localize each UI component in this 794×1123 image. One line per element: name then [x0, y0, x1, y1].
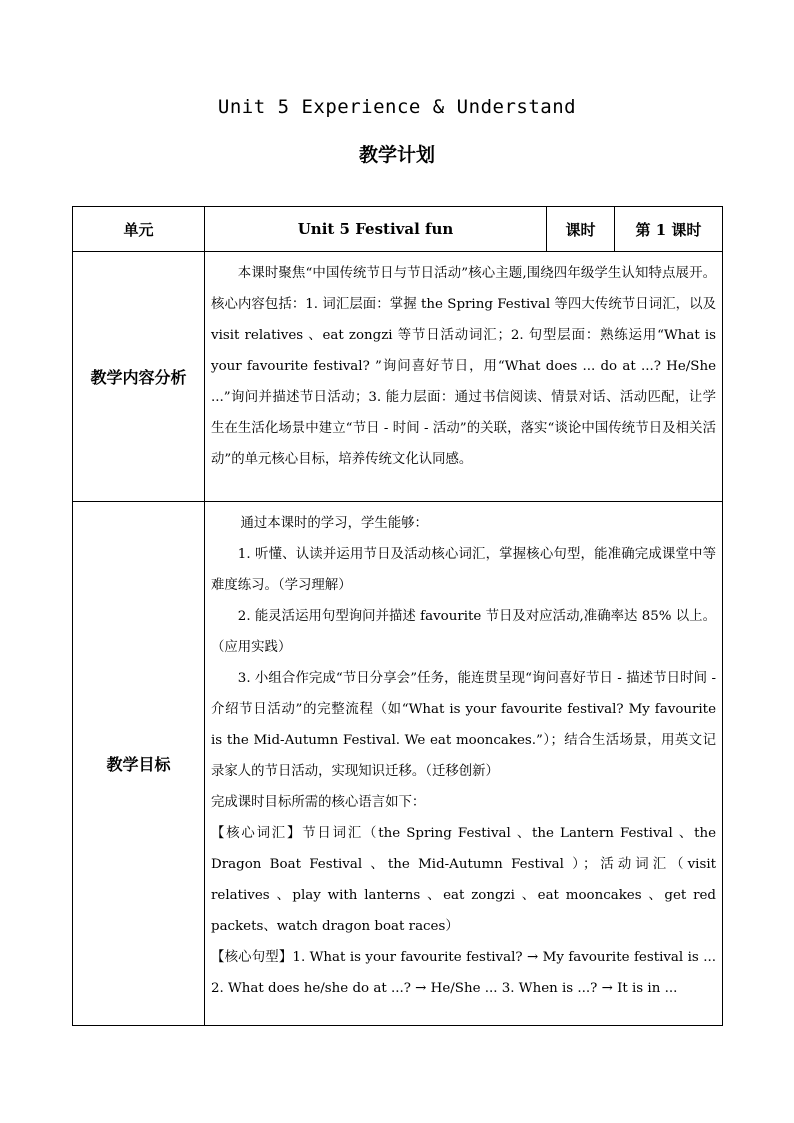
analysis-text: 本课时聚焦“中国传统节日与节日活动”核心主题,围绕四年级学生认知特点展开。核心内容包括：1. 词汇层面：掌握 the Spring Festival 等四大传统节日词汇，以及 visit relatives 、eat zongzi 等节日活动词汇；2. 句型层面：熟练运用“What is your favourite festival? ”询问喜好节日，用“What does ... do at ...? He/She ...”询问并描述节日活动；3. 能力层面：通过书信阅读、情景对话、活动匹配，让学生在生活化场景中建立“节日 - 时间 - 活动”的关联，落实“谈论中国传统节日及相关活动”的单元核心目标，培养传统文化认同感。 — [211, 266, 716, 467]
header-row — [73, 207, 723, 252]
objective-item-1: 1. 听懂、认读并运用节日及活动核心词汇，掌握核心句型，能准确完成课堂中等难度练习。（学习理解） — [211, 547, 716, 593]
analysis-cell — [205, 252, 723, 502]
core-vocabulary: 【核心词汇】节日词汇（the Spring Festival 、the Lantern Festival 、the Dragon Boat Festival 、the Mid-Autumn Festival ）；活动词汇（visit relatives 、play with lanterns 、eat zongzi 、eat mooncakes 、get red packets、watch dragon boat races） — [211, 826, 716, 934]
analysis-row — [73, 252, 723, 502]
objectives-intro: 通过本课时的学习，学生能够： — [240, 516, 428, 531]
lesson-plan-table — [72, 206, 723, 1026]
document-title: Unit 5 Experience & Understand — [217, 96, 577, 118]
period-label: 课时 — [547, 207, 615, 252]
objectives-cell — [205, 502, 723, 1026]
unit-value: Unit 5 Festival fun — [205, 207, 547, 252]
objective-item-2: 2. 能灵活运用句型询问并描述 favourite 节日及对应活动,准确率达 85% 以上。（应用实践） — [211, 609, 716, 655]
core-language-intro: 完成课时目标所需的核心语言如下： — [211, 795, 426, 810]
unit-label: 单元 — [73, 207, 205, 252]
document-subtitle: 教学计划 — [358, 144, 435, 166]
core-sentences: 【核心句型】1. What is your favourite festival? → My favourite festival is ... 2. What does he/she do at ...? → He/She ... 3. When is ...? → It is in ... — [211, 950, 716, 996]
period-value: 第 1 课时 — [615, 207, 723, 252]
objectives-label: 教学目标 — [73, 502, 205, 1026]
objectives-row — [73, 502, 723, 1026]
objective-item-3: 3. 小组合作完成“节日分享会”任务，能连贯呈现“询问喜好节日 - 描述节日时间 - 介绍节日活动”的完整流程（如“What is your favourite festival? My favourite is the Mid-Autumn Festival. We eat mooncakes.”）；结合生活场景，用英文记录家人的节日活动，实现知识迁移。（迁移创新） — [211, 671, 716, 779]
analysis-label: 教学内容分析 — [73, 252, 205, 502]
